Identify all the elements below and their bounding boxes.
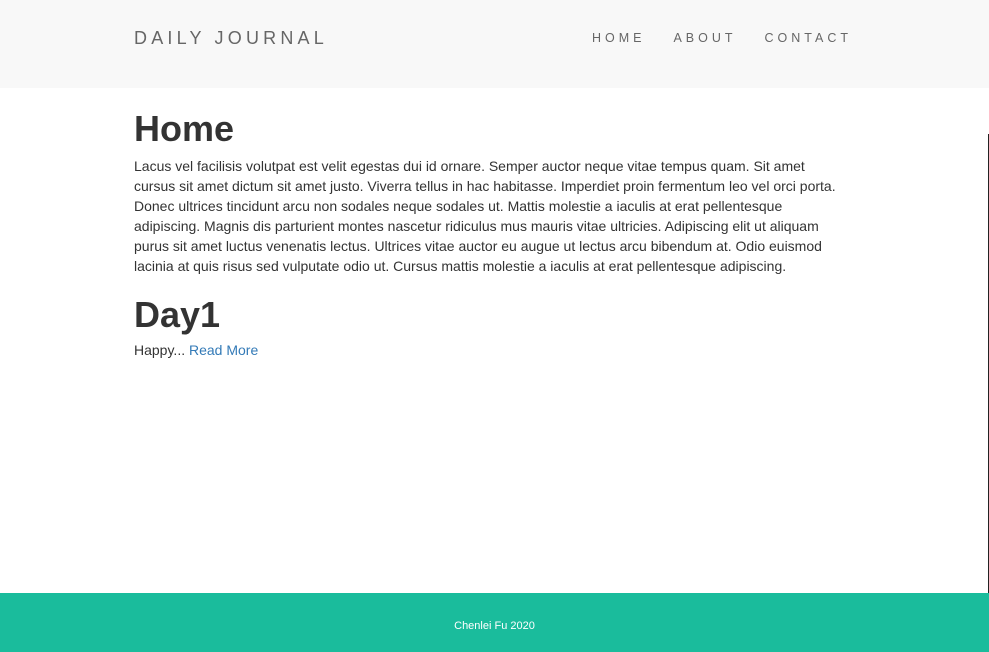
- nav-menu: [592, 31, 852, 45]
- nav-link-home[interactable]: HOME: [591, 31, 646, 45]
- brand-link[interactable]: DAILY JOURNAL: [134, 28, 328, 48]
- page-title: Home: [134, 108, 235, 149]
- intro-paragraph: Lacus vel facilisis volutpat est velit egestas dui id ornare. Semper auctor neque vitae tempus quam. Sit amet cursus sit amet dictum sit amet justo. Viverra tellus in hac habitasse. Imperdiet proin fermentum leo vel orci porta. Donec ultrices tincidunt arcu non sodales neque sodales ut. Mattis molestie a iaculis at erat pellentesque adipiscing. Magnis dis parturient montes nascetur ridiculus mus mauris vitae ultricies. Adipiscing elit ut aliquam purus sit amet luctus venenatis lectus. Ultrices vitae auctor eu augue ut lectus arcu bibendum at. Odio euismod lacinia at quis risus sed vulputate odio ut. Cursus mattis molestie a iaculis at erat pellentesque adipiscing.: [134, 158, 836, 274]
- nav-link-about[interactable]: ABOUT: [673, 31, 737, 45]
- post-excerpt: Happy...: [134, 342, 186, 358]
- footer: [0, 593, 989, 652]
- read-more-link[interactable]: Read More: [189, 342, 259, 358]
- footer-copyright: Chenlei Fu 2020: [454, 620, 535, 632]
- post-title: Day1: [134, 294, 221, 335]
- nav-link-contact[interactable]: CONTACT: [764, 31, 852, 45]
- post-excerpt-line: [134, 340, 848, 360]
- main-content: [134, 108, 848, 360]
- navbar: [0, 0, 989, 88]
- post-item: [134, 294, 848, 360]
